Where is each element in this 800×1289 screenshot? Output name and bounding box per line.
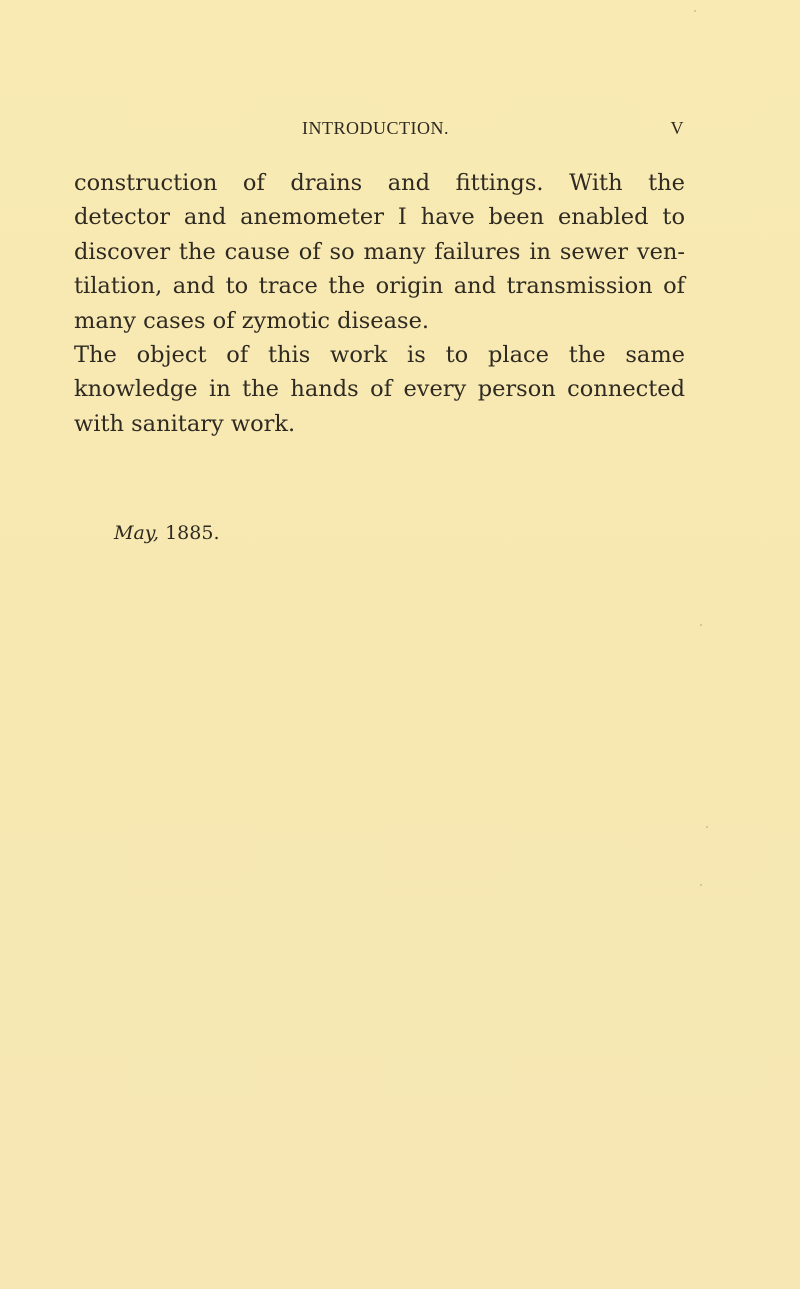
- text-line: tilation, and to trace the origin and transmission of: [74, 273, 685, 300]
- text-line: construction of drains and fittings. With the: [74, 170, 685, 196]
- paper-speck: [700, 884, 702, 886]
- paper-speck: [694, 10, 696, 12]
- text-line: with sanitary work.: [74, 410, 296, 437]
- running-head: [74, 118, 684, 142]
- dateline-year: 1885.: [165, 522, 220, 544]
- text-line: The object of this work is to place the same: [74, 341, 685, 368]
- page-number: V: [670, 118, 684, 138]
- text-line: knowledge in the hands of every person connected: [74, 376, 685, 403]
- paper-speck: [700, 624, 702, 626]
- body-text: [74, 166, 685, 441]
- text-line: detector and anemometer I have been enabled to: [74, 204, 685, 231]
- running-title: INTRODUCTION.: [302, 118, 449, 138]
- dateline: [114, 522, 220, 544]
- dateline-month: May,: [114, 522, 160, 544]
- paper-speck: [706, 826, 708, 828]
- text-line: many cases of zymotic disease.: [74, 307, 430, 334]
- text-line: discover the cause of so many failures in sewer ven-: [74, 238, 685, 265]
